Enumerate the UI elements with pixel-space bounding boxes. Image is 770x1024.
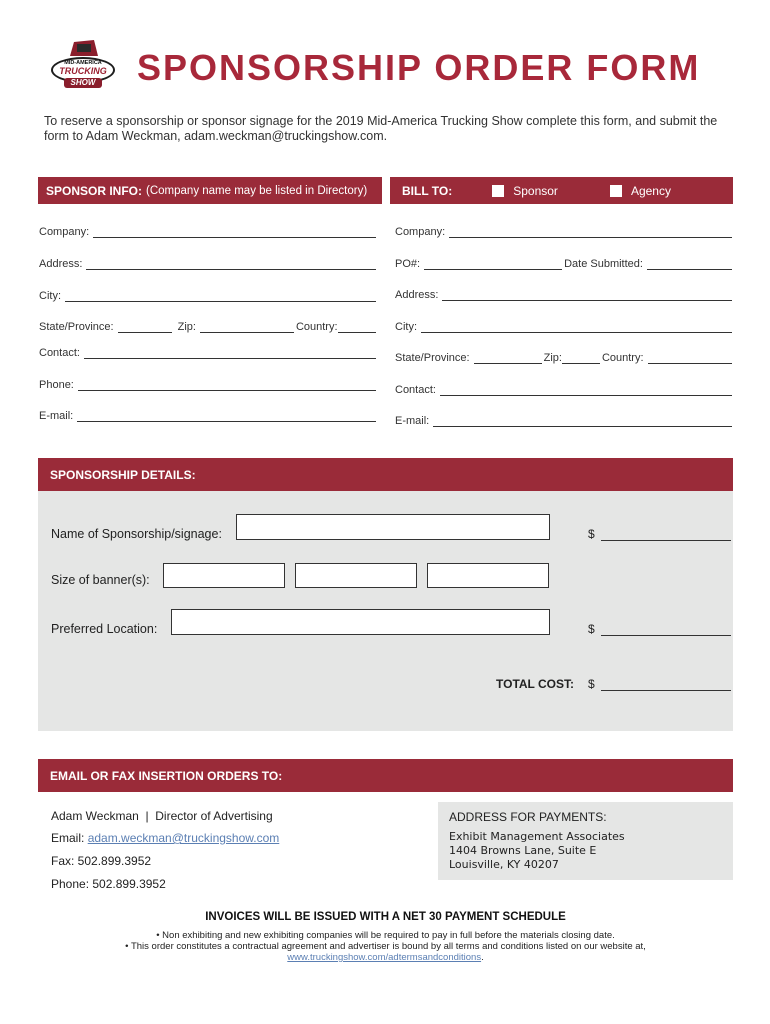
intro-text: To reserve a sponsorship or sponsor signage for the 2019 Mid-America Trucking Show complete this form, and submit the form to Adam Weckman, adam.weckman@truckingshow.com. (44, 114, 718, 143)
sponsor-info-heading: SPONSOR INFO: (46, 183, 143, 198)
logo-text-top: MID-AMERICA (64, 60, 102, 66)
total-cost-field[interactable] (588, 677, 731, 691)
bill-to-heading: BILL TO: (402, 183, 453, 198)
dollar-sign: $ (588, 527, 595, 541)
bill-state-zip-country-field[interactable] (395, 350, 732, 364)
bill-company-label: Company: (395, 226, 446, 238)
bill-po-label: PO#: (395, 258, 421, 270)
sponsor-contact-label: Contact: (39, 347, 80, 359)
sponsor-checkbox[interactable] (492, 185, 504, 197)
preferred-location-cost[interactable] (588, 622, 731, 636)
bill-company-field[interactable] (395, 224, 732, 238)
preferred-location-input[interactable] (171, 609, 550, 635)
sponsor-address-label: Address: (39, 258, 83, 270)
sponsor-company-label: Company: (39, 226, 90, 238)
details-panel (38, 491, 733, 731)
payments-panel (438, 802, 733, 880)
sponsor-email-label: E-mail: (39, 410, 74, 422)
sponsor-state-label: State/Province: (39, 321, 114, 333)
invoice-notice: INVOICES WILL BE ISSUED WITH A NET 30 PAYMENT SCHEDULE (205, 911, 566, 923)
dollar-sign: $ (588, 677, 595, 691)
sponsorship-name-cost[interactable] (588, 527, 731, 541)
contact-fax: Fax: 502.899.3952 (51, 854, 152, 868)
bill-address-field[interactable] (395, 287, 732, 301)
bill-state-label: State/Province: (395, 352, 470, 364)
contact-email-line (51, 831, 279, 845)
bill-address-label: Address: (395, 289, 439, 301)
banner-size-input-2[interactable] (295, 563, 417, 588)
sponsor-country-label: Country: (295, 321, 338, 333)
bill-email-label: E-mail: (395, 415, 430, 427)
sponsor-phone-label: Phone: (39, 379, 74, 391)
sponsor-info-header (38, 177, 382, 204)
sponsorship-name-input[interactable] (236, 514, 550, 540)
terms-link[interactable]: www.truckingshow.com/adtermsandconditions (287, 952, 482, 963)
sponsor-contact-field[interactable] (39, 345, 376, 359)
sponsor-city-field[interactable] (39, 288, 376, 302)
page-title: SPONSORSHIP ORDER FORM (137, 47, 701, 88)
sponsor-email-field[interactable] (39, 408, 376, 422)
bill-contact-field[interactable] (395, 382, 732, 396)
payments-heading: ADDRESS FOR PAYMENTS: (449, 810, 607, 824)
bill-city-label: City: (395, 321, 417, 333)
sponsor-company-field[interactable] (39, 224, 376, 238)
contact-name-line: Adam Weckman | Director of Advertising (51, 809, 273, 823)
details-header (38, 458, 733, 491)
agency-option-label: Agency (630, 183, 671, 198)
bill-po-date-field[interactable] (395, 256, 732, 270)
contact-email-link[interactable]: adam.weckman@truckingshow.com (87, 831, 280, 845)
sponsor-info-subheading: (Company name may be listed in Directory) (146, 184, 368, 197)
logo-text-middle: TRUCKING (59, 66, 107, 76)
insertion-header (38, 759, 733, 792)
banner-size-input-1[interactable] (163, 563, 285, 588)
email-label: Email: (51, 831, 85, 845)
sponsor-option-label: Sponsor (513, 183, 558, 198)
agency-checkbox[interactable] (610, 185, 622, 197)
sponsor-address-field[interactable] (39, 256, 376, 270)
logo-text-bottom: SHOW (70, 78, 96, 87)
preferred-location-label: Preferred Location: (51, 622, 158, 636)
bill-date-label: Date Submitted: (564, 258, 643, 270)
bill-country-label: Country: (601, 352, 644, 364)
banner-size-input-3[interactable] (427, 563, 549, 588)
payments-address (449, 830, 625, 872)
footer-note-2: • This order constitutes a contractual agreement and advertiser is bound by all terms and conditions listed on our website at, (125, 941, 646, 952)
footer-link-suffix: . (481, 952, 484, 963)
sponsor-city-label: City: (39, 290, 61, 302)
footer-notes (38, 930, 733, 963)
sponsor-state-zip-country-field[interactable] (39, 319, 376, 333)
dollar-sign: $ (588, 622, 595, 636)
payments-line-2: 1404 Browns Lane, Suite E (449, 844, 597, 857)
footer-link-line (38, 952, 733, 963)
total-cost-label: TOTAL COST: (496, 677, 574, 691)
bill-city-field[interactable] (395, 319, 732, 333)
sponsorship-name-label: Name of Sponsorship/signage: (51, 527, 222, 541)
insertion-heading: EMAIL OR FAX INSERTION ORDERS TO: (50, 768, 283, 783)
details-heading: SPONSORSHIP DETAILS: (50, 467, 196, 482)
banner-size-label: Size of banner(s): (51, 573, 150, 587)
bill-contact-label: Contact: (395, 384, 436, 396)
footer-note-1: • Non exhibiting and new exhibiting companies will be required to pay in full before the materials closing date. (156, 930, 615, 941)
contact-phone: Phone: 502.899.3952 (51, 877, 166, 891)
sponsor-zip-label: Zip: (177, 321, 196, 333)
bill-zip-label: Zip: (543, 352, 562, 364)
payments-line-1: Exhibit Management Associates (449, 830, 625, 843)
logo (50, 34, 116, 90)
sponsor-phone-field[interactable] (39, 377, 376, 391)
payments-line-3: Louisville, KY 40207 (449, 858, 559, 871)
bill-email-field[interactable] (395, 413, 732, 427)
bill-to-header (390, 177, 733, 204)
